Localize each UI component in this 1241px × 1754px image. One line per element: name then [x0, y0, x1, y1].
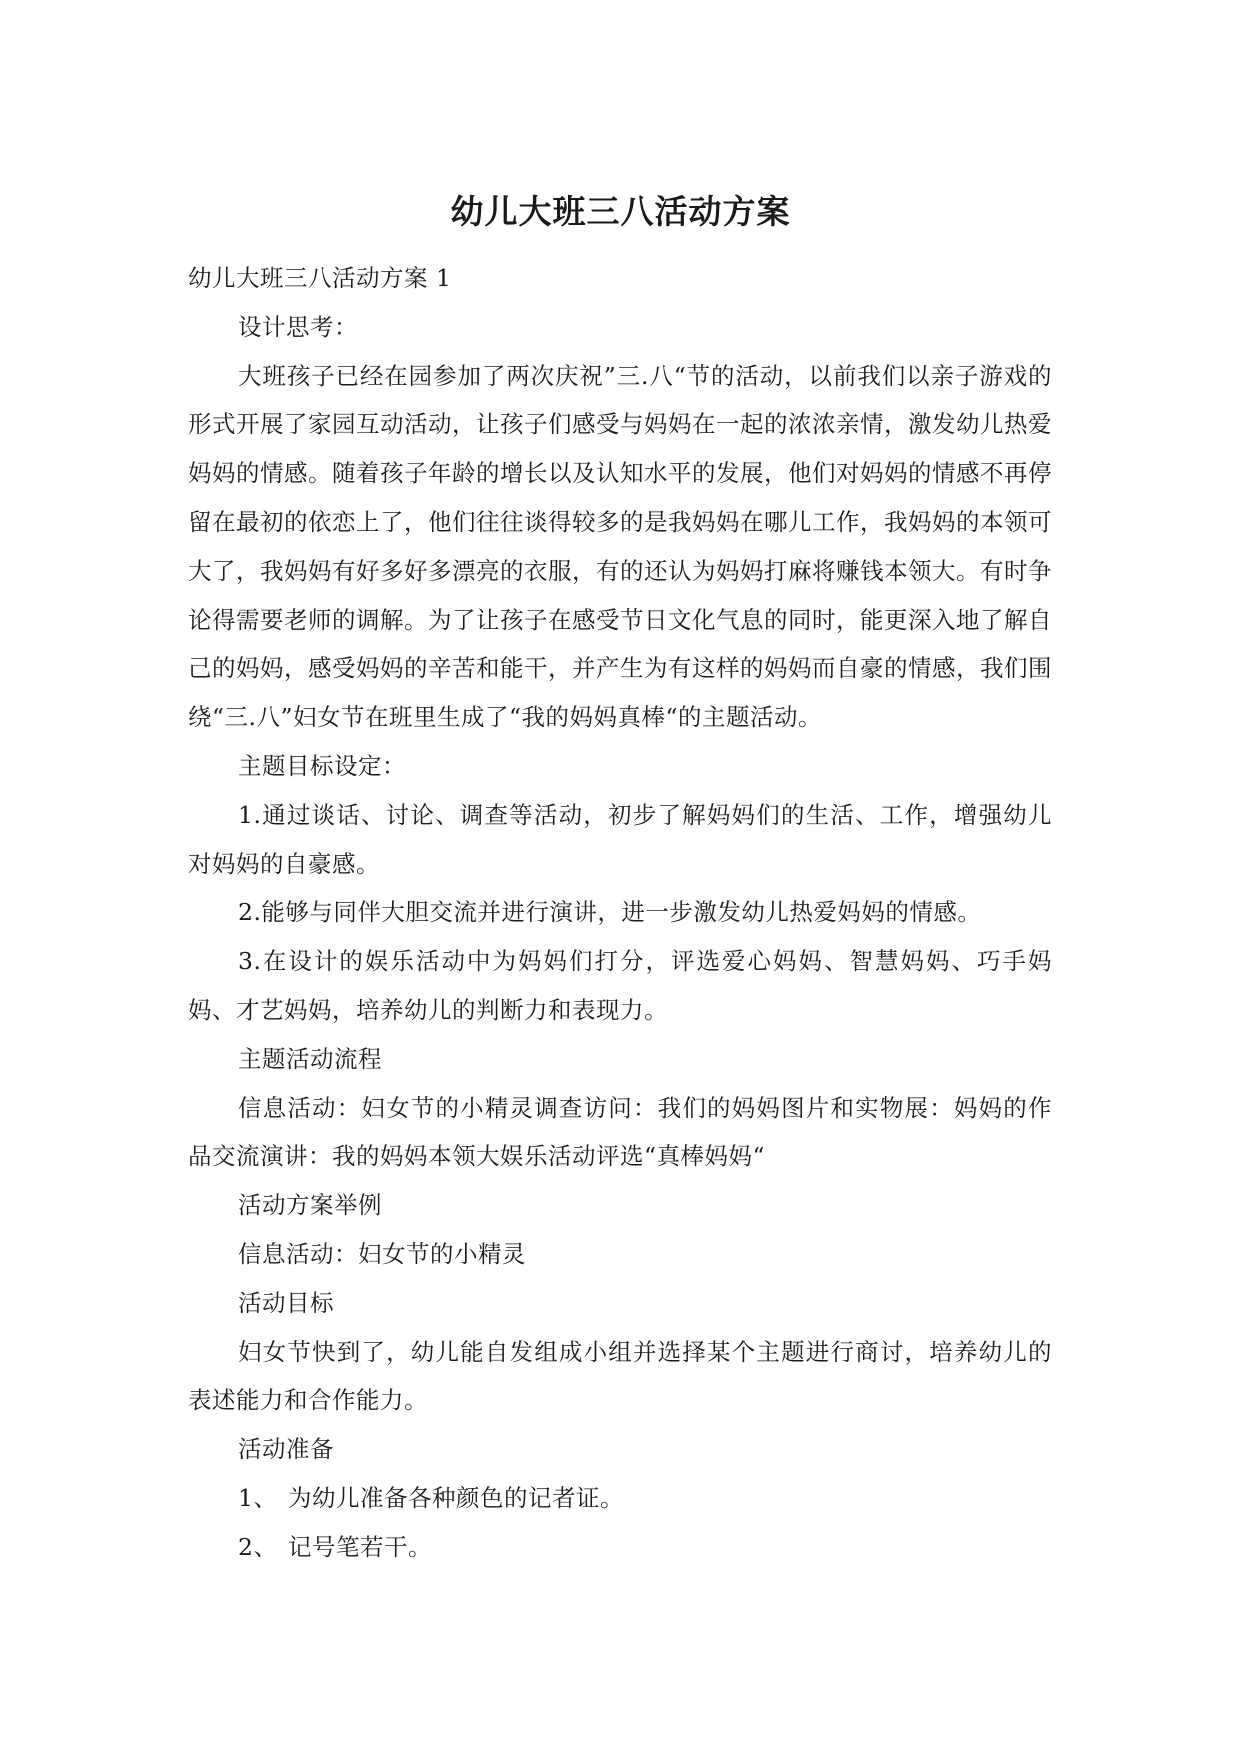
list-item-text: 记号笔若干。	[288, 1532, 432, 1561]
paragraph: 活动方案举例	[238, 1191, 382, 1220]
paragraph: 妇女节快到了，幼儿能自发组成小组并选择某个主题进行商讨，培养幼儿的表述能力和合作能力。	[188, 1337, 1052, 1415]
list-item-number: 1、	[238, 1483, 278, 1512]
paragraph: 大班孩子已经在园参加了两次庆祝”三.八“节的活动，以前我们以亲子游戏的形式开展了家园互动活动，让孩子们感受与妈妈在一起的浓浓亲情，激发幼儿热爱妈妈的情感。随着孩子年龄的增长以及认知水平的发展，他们对妈妈的情感不再停留在最初的依恋上了，他们往往谈得较多的是我妈妈在哪儿工作，我妈妈的本领可大了，我妈妈有好多好多漂亮的衣服，有的还认为妈妈打麻将赚钱本领大。有时争论得需要老师的调解。为了让孩子在感受节日文化气息的同时，能更深入地了解自己的妈妈，感受妈妈的辛苦和能干，并产生为有这样的妈妈而自豪的情感，我们围绕“三.八”妇女节在班里生成了“我的妈妈真棒“的主题活动。	[188, 361, 1052, 732]
paragraph: 2.能够与同伴大胆交流并进行演讲，进一步激发幼儿热爱妈妈的情感。	[238, 898, 982, 927]
paragraph: 1.通过谈话、讨论、调查等活动，初步了解妈妈们的生活、工作，增强幼儿对妈妈的自豪感。	[188, 800, 1052, 878]
list-item	[188, 1523, 1052, 1572]
paragraph: 信息活动：妇女节的小精灵调查访问：我们的妈妈图片和实物展：妈妈的作品交流演讲：我的妈妈本领大娱乐活动评选“真棒妈妈“	[188, 1093, 1052, 1171]
list-item-number: 2、	[238, 1532, 278, 1561]
document-title: 幼儿大班三八活动方案	[450, 192, 791, 231]
document-body	[188, 254, 1052, 1572]
list-item	[188, 1474, 1052, 1523]
section-heading: 幼儿大班三八活动方案 1	[188, 264, 452, 292]
paragraph: 设计思考：	[238, 312, 358, 341]
paragraph: 活动目标	[238, 1288, 334, 1317]
paragraph: 主题活动流程	[238, 1044, 382, 1073]
paragraph: 主题目标设定：	[238, 751, 406, 780]
list-item-text: 为幼儿准备各种颜色的记者证。	[288, 1483, 624, 1512]
paragraph: 信息活动：妇女节的小精灵	[238, 1239, 526, 1268]
paragraph: 活动准备	[238, 1435, 334, 1464]
paragraph: 3.在设计的娱乐活动中为妈妈们打分，评选爱心妈妈、智慧妈妈、巧手妈妈、才艺妈妈，培养幼儿的判断力和表现力。	[188, 947, 1052, 1024]
